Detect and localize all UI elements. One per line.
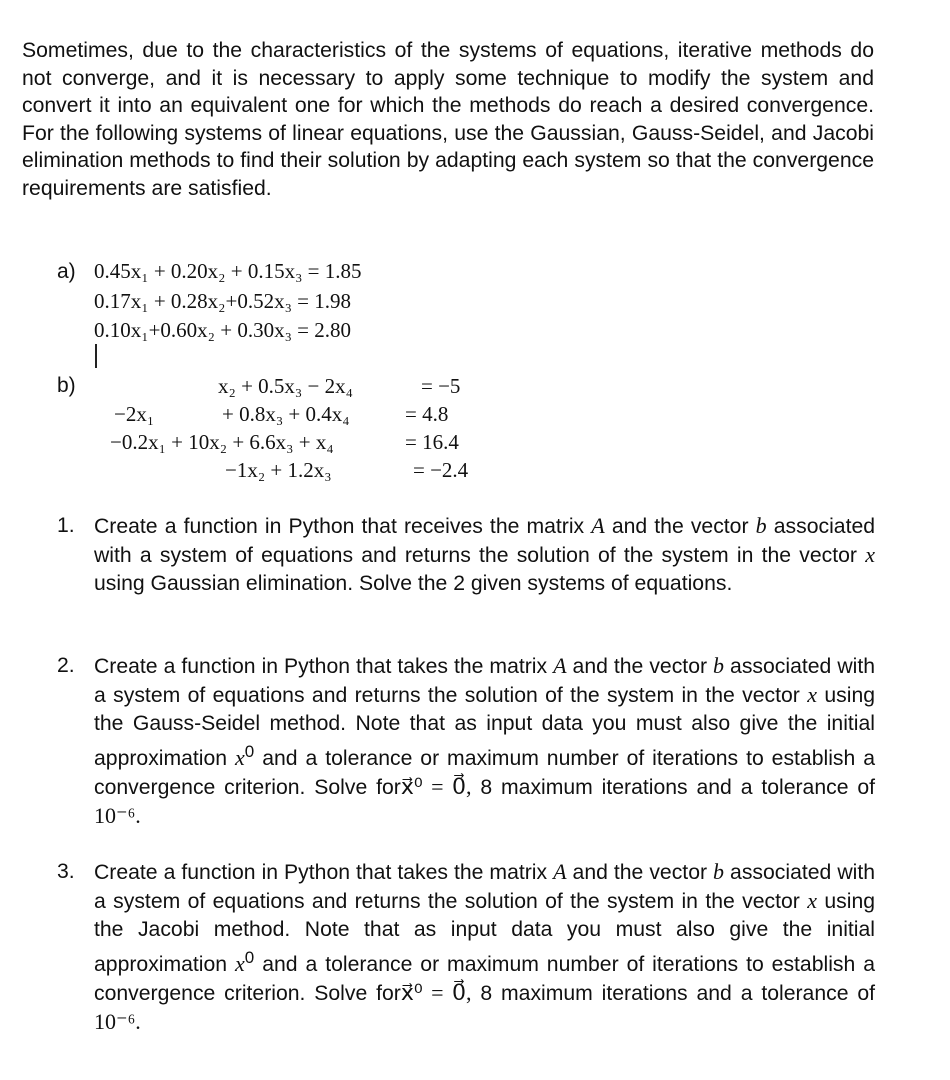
text-cursor (95, 344, 97, 368)
system-b-eq-2-lhs-a: −2x₁ (114, 402, 155, 426)
system-b-eq-3-rhs: = 16.4 (405, 430, 459, 454)
system-a-eq-3: 0.10x₁+0.60x₂ + 0.30x₃ = 2.80 (94, 318, 351, 342)
system-b-eq-4-lhs: −1x₂ + 1.2x₃ (225, 458, 332, 482)
task-item-number: 2. (57, 654, 75, 677)
task-item-number: 3. (57, 860, 75, 883)
system-b-label: b) (57, 374, 76, 397)
intro-paragraph: Sometimes, due to the characteristics of the systems of equations, iterative methods do not converge, and it is necessary to apply some technique to modify the system and convert it into an equivalent one for which the methods do reach a desired convergence. For the following systems of linear equations, use the Gaussian, Gauss-Seidel, and Jacobi elimination methods to find their solution by adapting each system so that the convergence requirements are satisfied. (22, 39, 874, 200)
system-a-eq-2: 0.17x₁ + 0.28x₂+0.52x₃ = 1.98 (94, 289, 351, 313)
system-b-eq-2-rhs: = 4.8 (405, 402, 449, 426)
task-item-text: Create a function in Python that takes the matrix A and the vector b associated with a system of equations and returns the solution of the system in the vector x using the Jacobi method. Note that as input data you must also give the initial approximation $x^0$ and a tolerance or maximum number of iterations to establish a convergence criterion. Solve forx⃗⁰ = 0⃗, 8 maximum iterations and a tolerance of 10⁻⁶. (94, 859, 876, 1035)
system-b-eq-1-lhs: x₂ + 0.5x₃ − 2x₄ (218, 374, 353, 398)
task-item-number: 1. (57, 514, 75, 537)
system-b-eq-3-lhs: −0.2x₁ + 10x₂ + 6.6x₃ + x₄ (110, 430, 334, 454)
task-item-text: Create a function in Python that receives the matrix A and the vector b associated with a system of equations and returns the solution of the system in the vector x using Gaussian elimination. Solve the 2 given systems of equations. (94, 513, 876, 595)
system-a-eq-1: 0.45x₁ + 0.20x₂ + 0.15x₃ = 1.85 (94, 259, 362, 283)
task-item-2 (57, 652, 875, 831)
task-item-text: Create a function in Python that takes the matrix A and the vector b associated with a system of equations and returns the solution of the system in the vector x using the Gauss-Seidel method. Note that as input data you must also give the initial approximation $x^0$ and a tolerance or maximum number of iterations to establish a convergence criterion. Solve forx⃗⁰ = 0⃗, 8 maximum iterations and a tolerance of 10⁻⁶. (94, 653, 876, 829)
task-item-3 (57, 858, 875, 1037)
system-b-eq-1-rhs: = −5 (421, 374, 461, 398)
task-item-1 (57, 512, 875, 598)
system-a-label: a) (57, 260, 76, 283)
system-b-eq-2-lhs-b: + 0.8x₃ + 0.4x₄ (222, 402, 350, 426)
system-b-eq-4-rhs: = −2.4 (413, 458, 469, 482)
